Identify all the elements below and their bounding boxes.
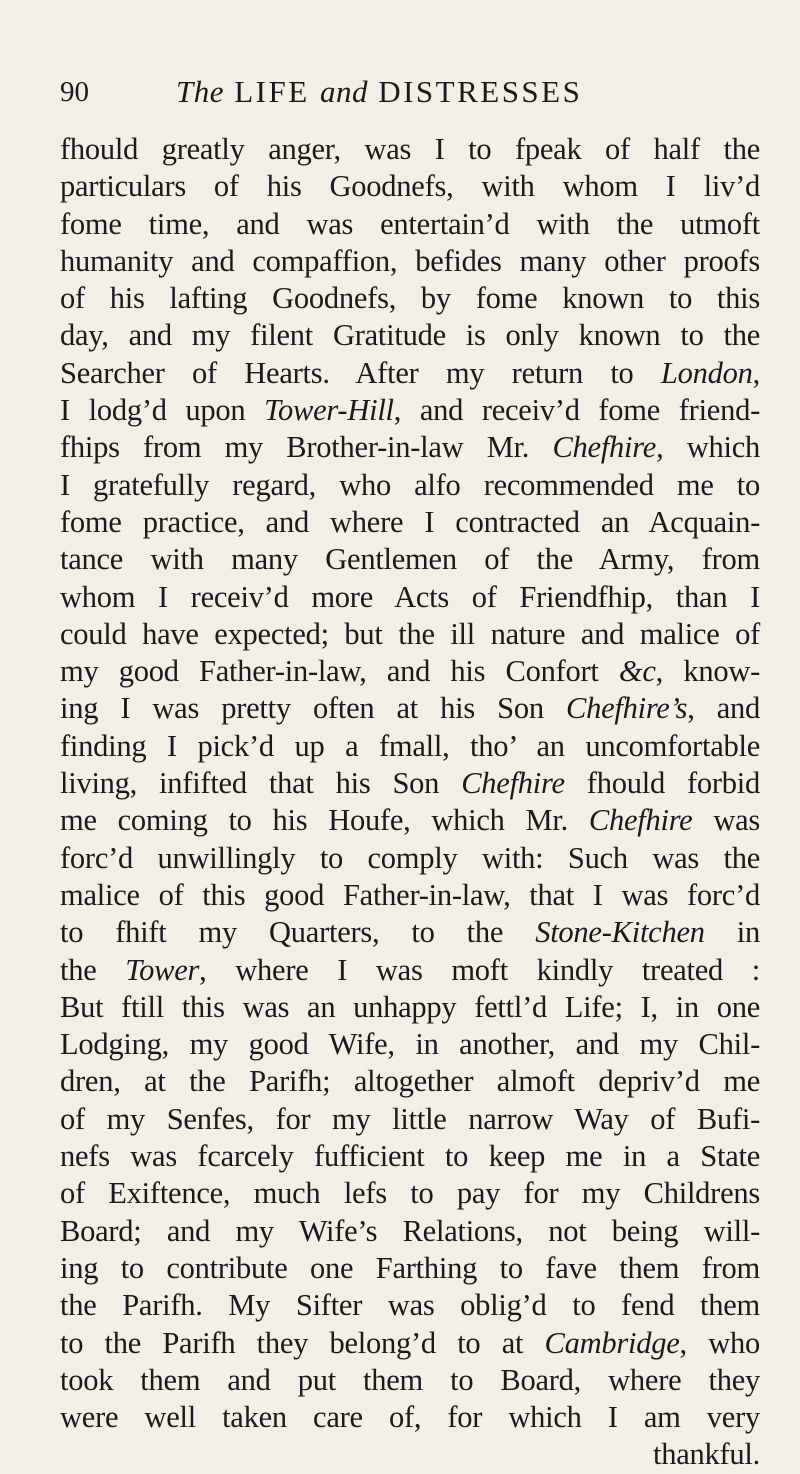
text-segment: fhould greatly anger, was I to fpeak of half the [60, 132, 760, 166]
text-segment: Board; and my Wife’s Relations, not being will- [60, 1213, 760, 1248]
text-line [60, 392, 760, 429]
text-segment: tance with many Gentlemen of the Army, from [60, 542, 760, 577]
text-line [60, 317, 760, 354]
text-line [60, 1213, 760, 1250]
text-segment: was [692, 803, 760, 838]
text-line [60, 690, 760, 727]
text-line [60, 243, 760, 280]
text-segment: finding I pick’d up a fmall, tho’ an uncomfortable [60, 728, 760, 763]
text-line [60, 1362, 760, 1399]
title-word-distresses: DISTRESSES [378, 74, 583, 109]
text-segment: , and receiv’d fome friend- [393, 393, 760, 428]
text-segment: day, and my filent Gratitude is only known to the [60, 318, 760, 353]
text-segment: particulars of his Goodnefs, with whom I liv’d [60, 169, 760, 204]
text-segment: my good Father-in-law, and his Confort [60, 654, 619, 689]
text-segment: , and [687, 691, 760, 726]
text-line [60, 355, 760, 392]
text-line [60, 952, 760, 989]
text-segment: , which [656, 430, 760, 465]
text-segment: fome time, and was entertain’d with the utmoft [60, 206, 760, 241]
text-line [60, 131, 760, 168]
text-segment: thankful. [652, 1437, 760, 1472]
text-segment: the Parifh. My Sifter was oblig’d to fend them [60, 1288, 760, 1323]
text-segment: to the Parifh they belong’d to at [60, 1325, 545, 1360]
text-line [60, 616, 760, 653]
italic-segment: Tower-Hill [264, 393, 394, 428]
text-line [60, 840, 760, 877]
text-line [60, 802, 760, 839]
text-line [60, 1436, 760, 1473]
text-line [60, 877, 760, 914]
text-segment: of his lafting Goodnefs, by fome known to this [60, 281, 760, 316]
text-line [60, 541, 760, 578]
title-word-life: LIFE [234, 74, 310, 109]
text-line [60, 429, 760, 466]
text-segment: , where I was moft kindly treated : [199, 952, 760, 987]
text-segment: forc’d unwillingly to comply with: Such was the [60, 840, 760, 875]
italic-segment: Chefhire [552, 430, 657, 465]
text-segment: Searcher of Hearts. After my return to [60, 355, 661, 390]
text-line [60, 1138, 760, 1175]
italic-segment: Tower [125, 952, 200, 987]
title-word-and: and [319, 74, 368, 109]
text-line [60, 579, 760, 616]
text-segment: , who [679, 1325, 760, 1360]
text-segment: nefs was fcarcely fufficient to keep me in a State [60, 1139, 760, 1174]
italic-segment: Cambridge [544, 1325, 680, 1360]
text-line [60, 1175, 760, 1212]
text-segment: But ftill this was an unhappy fettl’d Life; I, in one [60, 989, 760, 1024]
text-line [60, 1026, 760, 1063]
text-segment: I lodg’d upon [60, 393, 265, 428]
text-segment: fhould forbid [564, 766, 760, 801]
text-segment: of Exiftence, much lefs to pay for my Childrens [60, 1176, 760, 1211]
text-segment: took them and put them to Board, where they [60, 1362, 760, 1397]
body-text [60, 131, 760, 1474]
text-segment: ing I was pretty often at his Son [60, 691, 566, 726]
text-line [60, 504, 760, 541]
text-segment: humanity and compaffion, befides many other proofs [60, 243, 760, 278]
text-line [60, 989, 760, 1026]
text-segment: , [752, 355, 760, 390]
text-segment: could have expected; but the ill nature and malice of [60, 616, 760, 651]
text-line [60, 168, 760, 205]
text-line [60, 914, 760, 951]
text-line [60, 1399, 760, 1436]
text-segment: fhips from my Brother-in-law Mr. [60, 430, 553, 465]
text-segment: of my Senfes, for my little narrow Way of Bufi- [60, 1101, 760, 1136]
text-segment: me coming to his Houfe, which Mr. [60, 803, 589, 838]
text-line [60, 206, 760, 243]
text-segment: dren, at the Parifh; altogether almoft depriv’d me [60, 1064, 760, 1099]
text-segment: living, infifted that his Son [60, 766, 462, 801]
text-segment: malice of this good Father-in-law, that I was forc’d [60, 877, 760, 912]
text-segment: the [60, 952, 126, 987]
text-segment: Lodging, my good Wife, in another, and my Chil- [60, 1027, 760, 1062]
text-segment: in [704, 915, 760, 950]
text-segment: to fhift my Quarters, to the [60, 915, 536, 950]
text-segment: whom I receiv’d more Acts of Friendfhip, than I [60, 579, 760, 614]
text-line [60, 280, 760, 317]
italic-segment: Stone-Kitchen [535, 915, 705, 950]
running-title [176, 74, 582, 110]
page-number: 90 [60, 76, 89, 108]
italic-segment: Chefhire [461, 766, 565, 801]
text-line [60, 467, 760, 504]
text-segment: were well taken care of, for which I am very [60, 1400, 760, 1435]
text-line [60, 1101, 760, 1138]
text-line [60, 1250, 760, 1287]
title-word-the: The [176, 74, 224, 109]
italic-segment: Chefhire [588, 803, 693, 838]
italic-segment: &c [618, 654, 656, 689]
text-line [60, 1287, 760, 1324]
running-header [60, 74, 760, 118]
text-line [60, 1063, 760, 1100]
text-segment: ing to contribute one Farthing to fave them from [60, 1250, 760, 1285]
text-segment: , know- [655, 654, 761, 689]
text-segment: fome practice, and where I contracted an Acquain- [60, 504, 760, 539]
italic-segment: Chefhire’s [565, 691, 688, 726]
text-line [60, 1325, 760, 1362]
text-segment: I gratefully regard, who alfo recommended me to [60, 467, 760, 502]
italic-segment: London [660, 355, 753, 390]
text-line [60, 765, 760, 802]
text-line [60, 728, 760, 765]
text-line [60, 653, 760, 690]
